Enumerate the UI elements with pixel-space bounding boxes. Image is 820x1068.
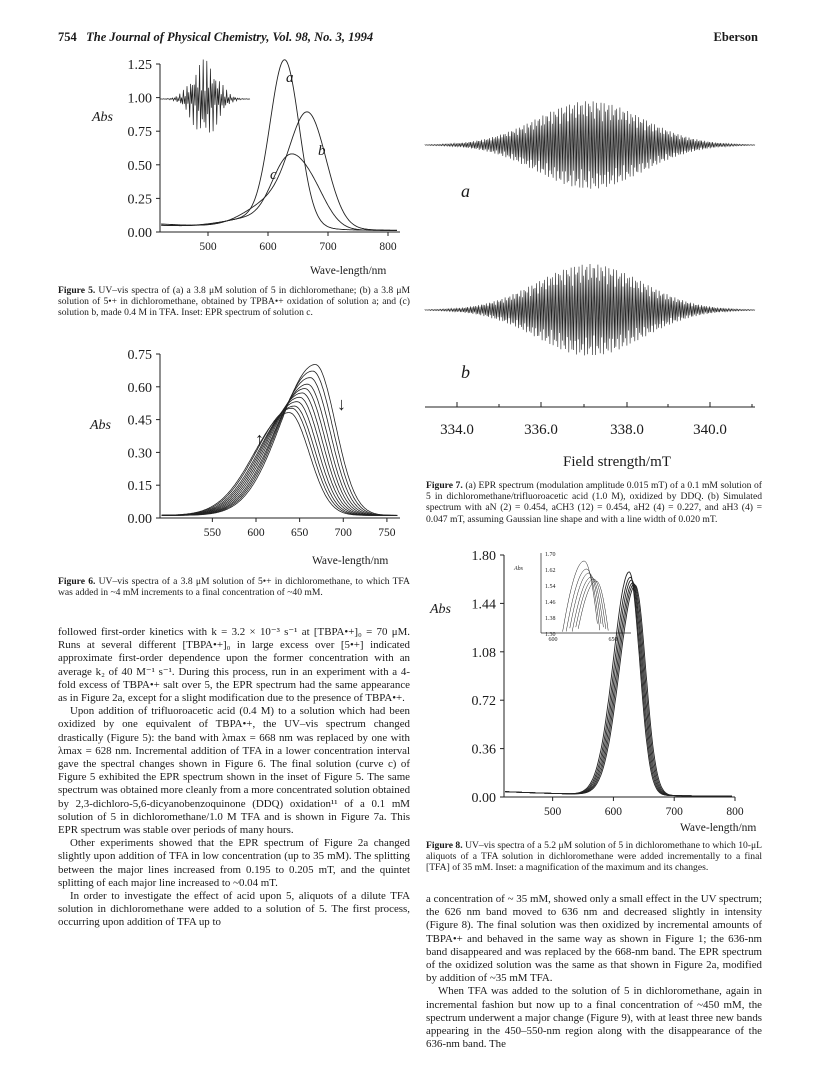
x-tick-label: 550 xyxy=(203,527,221,539)
inset-y-tick-label: 1.70 xyxy=(545,552,556,558)
x-tick-label: 340.0 xyxy=(693,422,727,438)
arrow-down: ↓ xyxy=(337,394,346,414)
inset-spectrum-curve xyxy=(576,579,606,629)
inset-y-axis-label: Abs xyxy=(514,566,523,572)
curve-label-c: c xyxy=(270,167,277,183)
curve-label-a: a xyxy=(286,70,294,86)
figure-7-xlabel: Field strength/mT xyxy=(563,454,671,470)
spectrum-curve-b xyxy=(161,112,397,230)
figure-6-xlabel: Wave-length/nm xyxy=(312,555,389,567)
y-tick-label: 0.15 xyxy=(127,479,152,495)
figure-5-xlabel: Wave-length/nm xyxy=(310,265,387,277)
inset-x-tick-label: 600 xyxy=(548,637,558,643)
paragraph: When TFA was added to the solution of 5 in dichloromethane, again in incremental fashion but now up to a final concentration of ~450 mM, the spectrum underwent a major change (Figure 9), with at least three new bands appearing in the 450–550-nm region along with the disappearance of the 636-nm band. The xyxy=(426,985,762,1051)
inset-y-tick-label: 1.54 xyxy=(545,584,556,590)
spectrum-curve xyxy=(162,384,398,515)
y-tick-label: 1.08 xyxy=(471,645,496,661)
x-tick-label: 600 xyxy=(604,806,623,815)
spectrum-curve xyxy=(162,378,398,516)
inset-epr-spectrum xyxy=(160,60,250,133)
epr-spectrum-b xyxy=(425,264,755,355)
x-tick-label: 700 xyxy=(334,527,352,539)
y-tick-label: 0.00 xyxy=(127,512,152,527)
y-tick-label: 0.50 xyxy=(127,158,152,174)
x-tick-label: 700 xyxy=(665,806,683,815)
curve-label-b: b xyxy=(318,143,326,159)
x-tick-label: 600 xyxy=(247,527,265,539)
y-tick-label: 1.00 xyxy=(127,91,152,107)
paragraph: In order to investigate the effect of acid upon 5, aliquots of a dilute TFA solution in dichloromethane were added to a solution of 5. The first process, occurring upon addition of TFA up to xyxy=(58,890,410,929)
x-tick-label: 700 xyxy=(319,241,337,253)
x-tick-label: 338.0 xyxy=(610,422,644,438)
page-number: 754 xyxy=(58,30,77,44)
y-tick-label: 0.25 xyxy=(127,192,152,208)
x-tick-label: 334.0 xyxy=(440,422,474,438)
panel-label-b: b xyxy=(461,362,470,382)
figure-5-chart xyxy=(60,52,415,282)
y-tick-label: 0.60 xyxy=(127,380,152,396)
inset-y-tick-label: 1.30 xyxy=(545,632,556,638)
y-axis-label: Abs xyxy=(430,602,451,617)
spectrum-curve-a xyxy=(161,60,397,231)
figure-6-chart xyxy=(60,342,415,547)
figure-7-chart xyxy=(420,95,765,445)
body-text-left xyxy=(58,626,410,930)
paragraph: Upon addition of trifluoroacetic acid (0.4 M) to a solution which had been oxidized by one equivalent of TBPA•+, the UV–vis spectrum changed drastically (Figure 5): the band with λmax = 668 nm was replaced by one with λmax = 628 nm. Incremental addition of TFA in a lower concentration interval gave the spectral changes shown in Figure 6. The final solution (curve c) of Figure 5 exhibited the EPR spectrum shown in the inset of Figure 5. The same spectrum was obtained more cleanly from a more concentrated solution obtained by 2,3-dichloro-5,6-dicyanobenzoquinone (DDQ) oxidation¹¹ of a 0.1 mM solution of 5 in dichloromethane/1.0 M TFA and is shown in Figure 7a. This EPR spectrum was stable over periods of many hours. xyxy=(58,705,411,837)
figure-8-caption: Figure 8. UV–vis spectra of a 5.2 μM solution of 5 in dichloromethane to which 10-μL aliquots of a TFA solution in dichloromethane were added incrementally to a final [TFA] of 35 mM. Inset: a magnification of the maximum and its changes. xyxy=(426,840,762,874)
figure-8-xlabel: Wave-length/nm xyxy=(680,822,757,834)
spectrum-curve xyxy=(162,413,398,516)
panel-label-a: a xyxy=(461,181,470,201)
spectrum-curve xyxy=(505,580,732,796)
spectrum-curve xyxy=(162,389,398,516)
running-header xyxy=(58,30,758,45)
inset-y-tick-label: 1.62 xyxy=(545,568,556,574)
body-text-right xyxy=(426,893,762,1051)
paragraph: Other experiments showed that the EPR spectrum of Figure 2a changed slightly upon addition of TFA in low concentration (up to 35 mM). The splitting between the major lines increased from 0.195 to 0.205 mT, and the quintet splitting of each major line increased to ~0.04 mT. xyxy=(58,837,410,889)
x-tick-label: 800 xyxy=(726,806,744,815)
x-tick-label: 500 xyxy=(199,241,217,253)
spectrum-curve xyxy=(505,577,732,796)
x-tick-label: 650 xyxy=(291,527,309,539)
y-tick-label: 1.25 xyxy=(127,58,152,73)
figure-7-caption: Figure 7. (a) EPR spectrum (modulation amplitude 0.015 mT) of a 0.1 mM solution of 5 in dichloromethane/trifluoroacetic acid (1.0 M), oxidized by DDQ. (b) Simulated spectrum with aN (2) = 0.454, aCH3 (12) = 0.454, aH2 (4) = 0.227, and aH3 (4) = 0.047 mT, assuming Gaussian line shape and with a line width of 0.020 mT. xyxy=(426,480,762,525)
spectrum-curve xyxy=(162,371,398,515)
x-tick-label: 750 xyxy=(378,527,396,539)
journal-title: The Journal of Physical Chemistry, Vol. 98, No. 3, 1994 xyxy=(86,30,374,44)
arrow-up: ↑ xyxy=(255,429,264,449)
x-tick-label: 336.0 xyxy=(524,422,558,438)
epr-spectrum-a xyxy=(425,101,755,189)
y-tick-label: 0.00 xyxy=(471,791,496,806)
figure-5-caption: Figure 5. UV–vis spectra of (a) a 3.8 μM solution of 5 in dichloromethane; (b) a 3.8 μM solution of 5•+ in dichloromethane, obtained by TPBA•+ oxidation of solution a; and (c) solution b, made 0.4 M in TFA. Inset: EPR spectrum of solution c. xyxy=(58,285,410,319)
spectrum-curve-c xyxy=(161,154,397,231)
y-tick-label: 0.00 xyxy=(127,226,152,241)
spectrum-curve xyxy=(162,365,398,516)
inset-y-tick-label: 1.38 xyxy=(545,616,556,622)
y-tick-label: 0.72 xyxy=(471,694,496,710)
y-tick-label: 0.75 xyxy=(127,125,152,141)
spectrum-curve xyxy=(162,393,398,516)
figure-8-chart xyxy=(426,545,771,815)
spectrum-curve xyxy=(505,572,732,796)
y-tick-label: 0.30 xyxy=(127,446,152,462)
header-author: Eberson xyxy=(713,30,758,44)
y-axis-label: Abs xyxy=(92,110,113,125)
y-axis-label: Abs xyxy=(90,418,111,433)
y-tick-label: 1.44 xyxy=(471,597,496,613)
y-tick-label: 0.36 xyxy=(471,742,496,758)
x-tick-label: 800 xyxy=(379,241,397,253)
inset-y-tick-label: 1.46 xyxy=(545,600,556,606)
paragraph: a concentration of ~ 35 mM, showed only a small effect in the UV spectrum; the 626 nm band moved to 636 nm and decreased slightly in intensity (Figure 8). The final solution was then oxidized by incremental amounts of TBPA•+ and behaved in the same way as shown in Figure 1; the 636-nm band disappeared and was replaced by the 668-nm band. The EPR spectrum of the oxidized solution was the same as that shown in Figure 2a, modified by addition of ~35 mM TFA. xyxy=(426,893,762,985)
y-tick-label: 0.75 xyxy=(127,348,152,363)
y-tick-label: 0.45 xyxy=(127,413,152,429)
figure-6-caption: Figure 6. UV–vis spectra of a 3.8 μM solution of 5•+ in dichloromethane, to which TFA was added in ~4 mM increments to a final concentration of ~40 mM. xyxy=(58,576,410,599)
x-tick-label: 600 xyxy=(259,241,277,253)
y-tick-label: 1.80 xyxy=(471,549,496,564)
paragraph: followed first-order kinetics with k = 3.2 × 10⁻³ s⁻¹ at [TBPA•+]₀ = 70 μM. Runs at several different [TBPA•+]₀ in large excess over [5•+] indicated approximate first-order dependence upon the former concentration with an average k₂ of 40 M⁻¹ s⁻¹. During this process, run in an experiment with a 4-fold excess of TBPA•+ salt over 5, the EPR spectrum had the same appearance as in Figure 2a, except for a slight modification due to the presence of TBPA•+. xyxy=(58,626,410,705)
inset-x-tick-label: 650 xyxy=(608,637,618,643)
x-tick-label: 500 xyxy=(544,806,562,815)
